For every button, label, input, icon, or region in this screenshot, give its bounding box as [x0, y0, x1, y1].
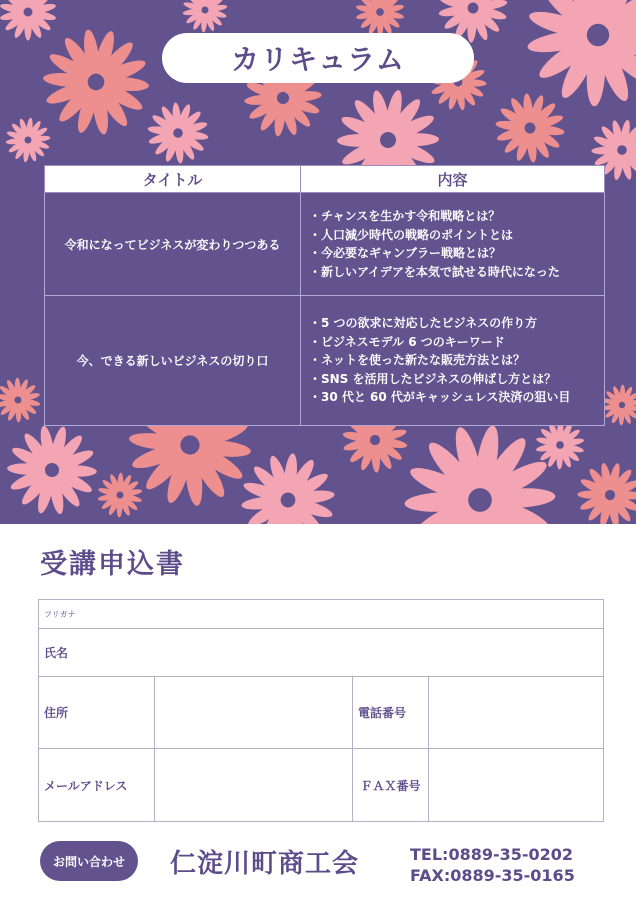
flower-decoration [182, 0, 227, 33]
header-content: 内容 [301, 166, 605, 193]
list-item: ・チャンスを生かす令和戦略とは？ [309, 209, 501, 223]
email-field[interactable] [155, 749, 353, 822]
flower-decoration [0, 0, 57, 41]
flower-decoration [0, 377, 41, 422]
flower-decoration [5, 117, 50, 162]
flower-decoration [97, 472, 142, 517]
row-content [301, 296, 605, 426]
contact-badge: お問い合わせ [40, 841, 138, 881]
fax-number: FAX:0889-35-0165 [410, 866, 575, 885]
name-label: 氏名 [44, 646, 69, 660]
list-item: ・30 代と 60 代がキャッシュレス決済の狙い目 [309, 390, 571, 405]
row-title: 令和になってビジネスが変わりつつある [45, 193, 301, 296]
flower-decoration [526, 0, 636, 107]
list-item: ・SNS を活用したビジネスの伸ばし方とは？ [309, 371, 557, 386]
curriculum-header-row [45, 166, 605, 193]
phone-field[interactable] [429, 677, 604, 749]
list-item: ・新しいアイデアを本気で試せる時代になった [309, 264, 560, 279]
furigana-field[interactable] [39, 600, 604, 629]
flower-decoration [7, 425, 97, 515]
flower-decoration [147, 102, 209, 164]
flower-decoration [43, 29, 150, 136]
curriculum-title: カリキュラム [162, 33, 474, 83]
fax-field[interactable] [429, 749, 604, 822]
phone-label: 電話番号 [353, 677, 429, 749]
flower-decoration [404, 424, 556, 524]
flower-decoration [495, 93, 565, 163]
row-title: 今、できる新しいビジネスの切り口 [45, 296, 301, 426]
email-label: メールアドレス [39, 749, 155, 822]
tel-number: TEL:0889-35-0202 [410, 845, 574, 864]
flower-decoration [601, 385, 636, 426]
application-form [38, 599, 604, 822]
list-item: ・人口減少時代の戦略のポイントとは [309, 227, 514, 242]
row-content [301, 193, 605, 296]
list-item: ・ネットを使った新たな販売方法とは？ [309, 353, 526, 368]
flower-decoration [241, 453, 336, 524]
flower-decoration [577, 462, 636, 524]
application-form-title: 受講申込書 [40, 549, 185, 580]
header-title: タイトル [45, 166, 301, 193]
furigana-label: フリガナ [44, 609, 76, 619]
organization-name: 仁淀川町商工会 [170, 849, 360, 879]
flower-decoration [355, 0, 404, 37]
contact-numbers [410, 844, 590, 886]
curriculum-table [44, 165, 605, 426]
table-row [45, 193, 605, 296]
table-row [45, 296, 605, 426]
list-item: ・ビジネスモデル 6 つのキーワード [309, 334, 505, 349]
fax-label: ＦＡＸ番号 [353, 749, 429, 822]
address-field[interactable] [155, 677, 353, 749]
list-item: ・5 つの欲求に対応したビジネスの作り方 [309, 316, 538, 331]
address-label: 住所 [39, 677, 155, 749]
list-item: ・今必要なギャンブラー戦略とは？ [309, 246, 502, 260]
name-field[interactable] [39, 629, 604, 677]
